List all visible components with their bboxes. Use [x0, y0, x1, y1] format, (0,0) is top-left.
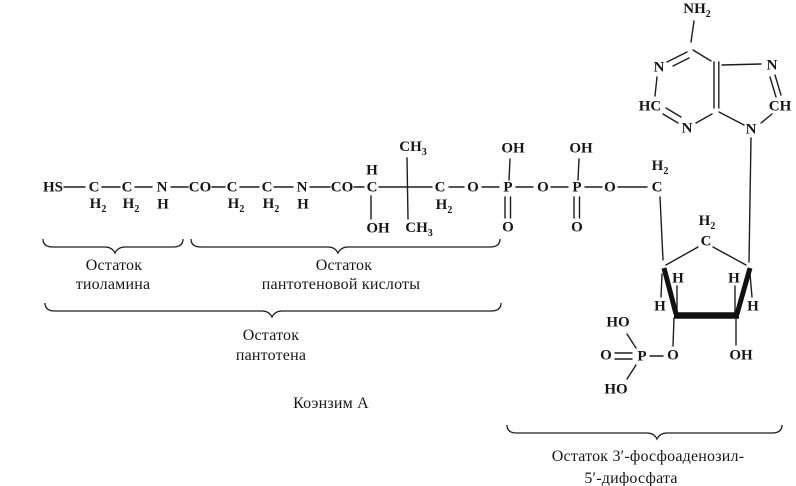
atom-h2 — [123, 197, 140, 215]
atom-ho: HO — [604, 381, 628, 398]
caption-phosphoadenosyl-line1: Остаток 3′-фосфоаденозил- — [551, 448, 745, 465]
atom-letter: H — [122, 196, 135, 212]
atom-h: H — [157, 196, 169, 213]
atom-letter: H — [698, 213, 711, 229]
atom-letter: H — [89, 196, 102, 212]
atom-n: N — [156, 179, 168, 196]
brace-phosphoadenosyl — [507, 425, 782, 439]
atom-subscript: 2 — [447, 205, 453, 216]
atom-n: N — [681, 120, 693, 137]
atom-hs: HS — [42, 179, 64, 196]
atom-o: O — [604, 179, 616, 196]
atom-n: N — [653, 59, 665, 76]
atom-oh: OH — [729, 347, 753, 364]
brace-thiolamine — [43, 239, 183, 253]
atom-hc: HC — [638, 98, 662, 115]
brace-pantothene — [45, 303, 501, 317]
adenine-ring-bonds — [655, 21, 781, 262]
atom-nh2 — [683, 2, 711, 20]
atom-ch3 — [399, 140, 427, 158]
caption-pantothene-line1: Остаток — [242, 327, 300, 344]
caption-pantothenic-line2: пантотеновой кислоты — [261, 276, 421, 293]
atom-o: O — [537, 179, 549, 196]
atom-ho: HO — [606, 314, 630, 331]
atom-letter: H — [651, 158, 664, 174]
atom-subscript: 2 — [274, 204, 280, 215]
caption-pantothenic-line1: Остаток — [315, 257, 373, 274]
atom-oh: OH — [366, 220, 390, 237]
brace-pantothenic-acid — [191, 239, 500, 253]
atom-c: C — [226, 179, 238, 196]
caption-coenzyme-a: Коэнзим А — [293, 395, 369, 412]
atom-oh: OH — [501, 140, 525, 157]
atom-oh: OH — [569, 140, 593, 157]
atom-letter: H — [227, 196, 240, 212]
atom-p: P — [637, 348, 647, 365]
atom-c: C — [651, 179, 663, 196]
atom-h: H — [366, 162, 378, 179]
chain-bonds — [64, 158, 663, 260]
atom-subscript: 2 — [663, 166, 669, 177]
atom-n: N — [766, 57, 778, 74]
atom-c: C — [88, 179, 100, 196]
atom-h2 — [699, 214, 716, 232]
caption-phosphoadenosyl-line2: 5′-дифосфата — [584, 470, 678, 486]
atom-h2 — [652, 159, 669, 177]
atom-ch3 — [405, 221, 433, 239]
atom-h2 — [436, 198, 453, 216]
atom-o: O — [502, 219, 514, 236]
atom-h2 — [228, 197, 245, 215]
atom-o: O — [667, 347, 679, 364]
atom-h: H — [728, 270, 740, 287]
ribose-ring-bonds — [661, 247, 752, 346]
atom-subscript: 3 — [421, 147, 427, 158]
atom-subscript: 3 — [427, 228, 433, 239]
atom-c: C — [434, 179, 446, 196]
atom-h: H — [297, 196, 309, 213]
atom-subscript: 2 — [134, 204, 140, 215]
atom-n: N — [745, 121, 757, 138]
ribose-thin-bonds — [661, 247, 752, 346]
atom-ch: CH — [768, 98, 792, 115]
atom-h2 — [263, 197, 280, 215]
atom-letter: CH — [399, 139, 422, 155]
atom-o: O — [600, 347, 612, 364]
atom-o: O — [571, 219, 583, 236]
atom-p: P — [503, 179, 513, 196]
atom-o: O — [467, 179, 479, 196]
atom-co: CO — [188, 179, 212, 196]
atom-subscript: 2 — [705, 9, 711, 20]
atom-n: N — [296, 179, 308, 196]
caption-thiolamine-line2: тиоламина — [75, 276, 151, 293]
atom-h: H — [747, 298, 759, 315]
atom-co: CO — [330, 179, 354, 196]
atom-subscript: 2 — [239, 204, 245, 215]
atom-c: C — [366, 179, 378, 196]
atom-h: H — [672, 270, 684, 287]
atom-subscript: 2 — [710, 221, 716, 232]
atom-letter: CH — [405, 220, 428, 236]
atom-c: C — [261, 179, 273, 196]
caption-thiolamine-line1: Остаток — [85, 257, 143, 274]
atom-h: H — [654, 298, 666, 315]
atom-letter: NH — [683, 1, 706, 17]
atom-subscript: 2 — [101, 204, 107, 215]
atom-letter: H — [435, 197, 448, 213]
atom-p: P — [572, 179, 582, 196]
atom-c: C — [700, 233, 712, 250]
atom-h2 — [90, 197, 107, 215]
caption-pantothene-line2: пантотена — [235, 347, 307, 364]
atom-c: C — [121, 179, 133, 196]
atom-letter: H — [262, 196, 275, 212]
